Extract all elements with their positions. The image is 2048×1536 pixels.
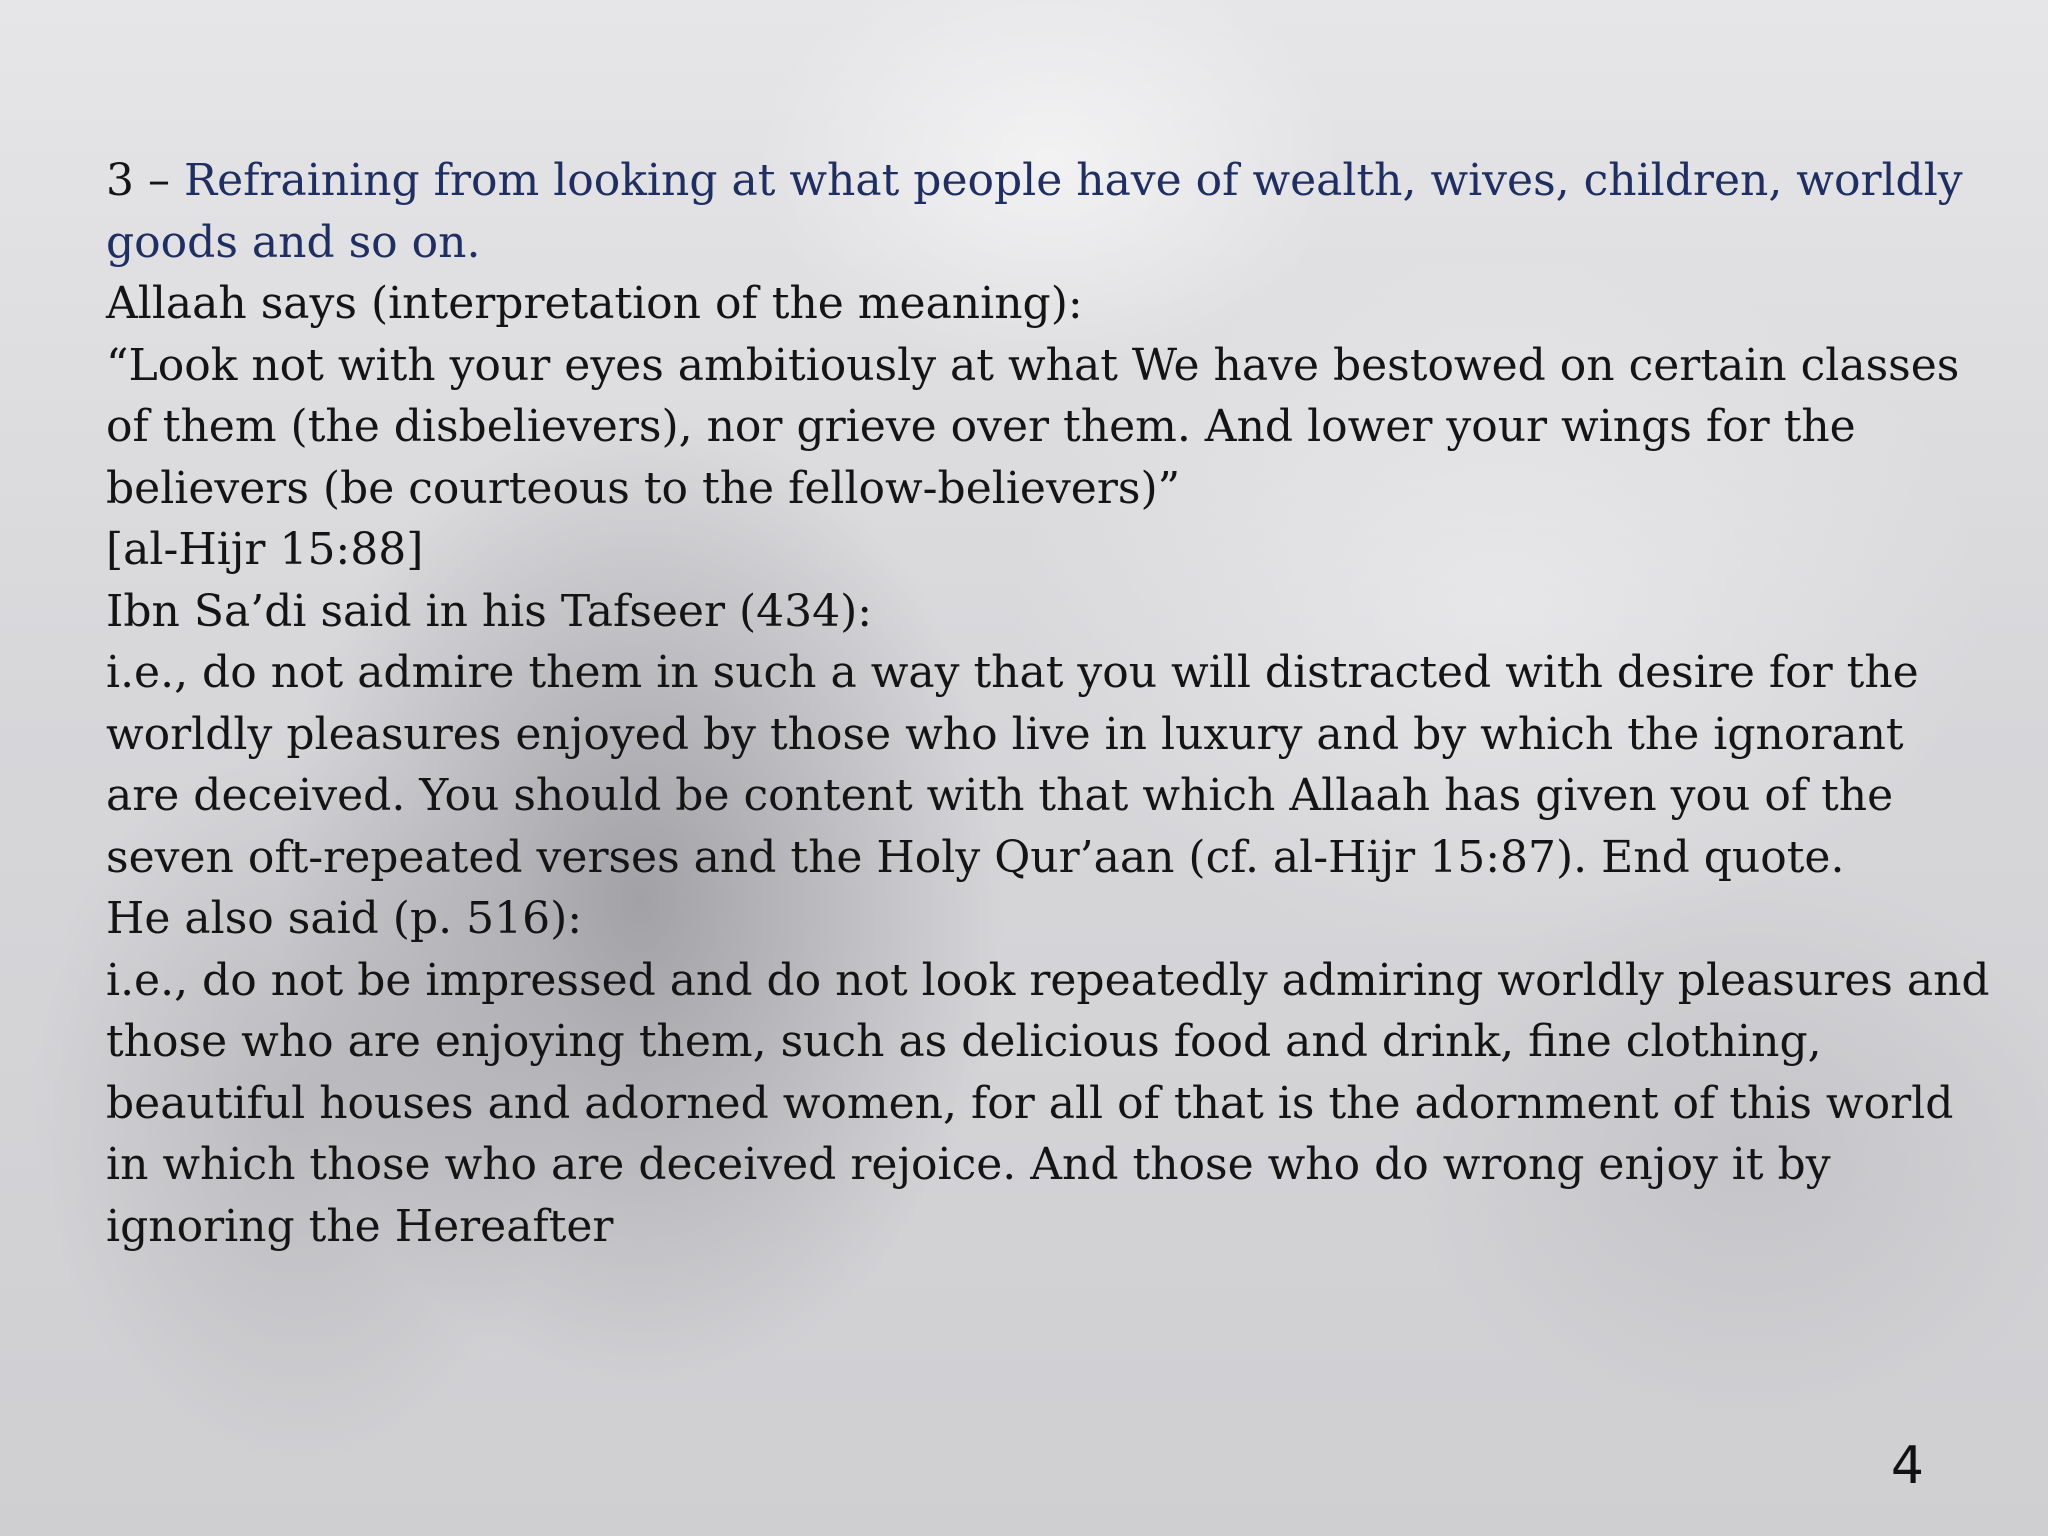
heading-number: 3 – <box>106 155 170 206</box>
body-line: “Look not with your eyes ambitiously at what We have bestowed on certain classes <box>106 339 1960 391</box>
page-number: 4 <box>1890 1436 1924 1496</box>
body-line: believers (be courteous to the fellow-believers)” <box>106 462 1181 514</box>
body-line: [al-Hijr 15:88] <box>106 524 424 575</box>
body-line: of them (the disbelievers), nor grieve over them. And lower your wings for the <box>106 401 1856 452</box>
body-line: in which those who are deceived rejoice. And those who do wrong enjoy it by <box>106 1139 1831 1190</box>
body-line: are deceived. You should be content with that which Allaah has given you of the <box>106 770 1894 821</box>
body-line: Ibn Sa’di said in his Tafseer (434): <box>106 585 873 637</box>
body-line: Allaah says (interpretation of the meaning): <box>106 278 1083 329</box>
heading-text-line-1: Refraining from looking at what people have of wealth, wives, children, worldly <box>183 155 1963 206</box>
body-line: those who are enjoying them, such as delicious food and drink, fine clothing, <box>106 1016 1822 1067</box>
body-line: i.e., do not admire them in such a way that you will distracted with desire for the <box>106 647 1919 698</box>
body-line: i.e., do not be impressed and do not look repeatedly admiring worldly pleasures and <box>106 954 1990 1006</box>
body-line: worldly pleasures enjoyed by those who live in luxury and by which the ignorant <box>106 708 1904 760</box>
body-line: He also said (p. 516): <box>106 893 583 944</box>
heading-line-1 <box>106 150 1986 212</box>
heading-line-2: goods and so on. <box>106 216 481 268</box>
body-line: seven oft-repeated verses and the Holy Qur’aan (cf. al-Hijr 15:87). End quote. <box>106 831 1845 883</box>
body-line: beautiful houses and adorned women, for all of that is the adornment of this world <box>106 1077 1954 1129</box>
slide-text-block <box>106 150 1990 1257</box>
body-line: ignoring the Hereafter <box>106 1200 614 1252</box>
